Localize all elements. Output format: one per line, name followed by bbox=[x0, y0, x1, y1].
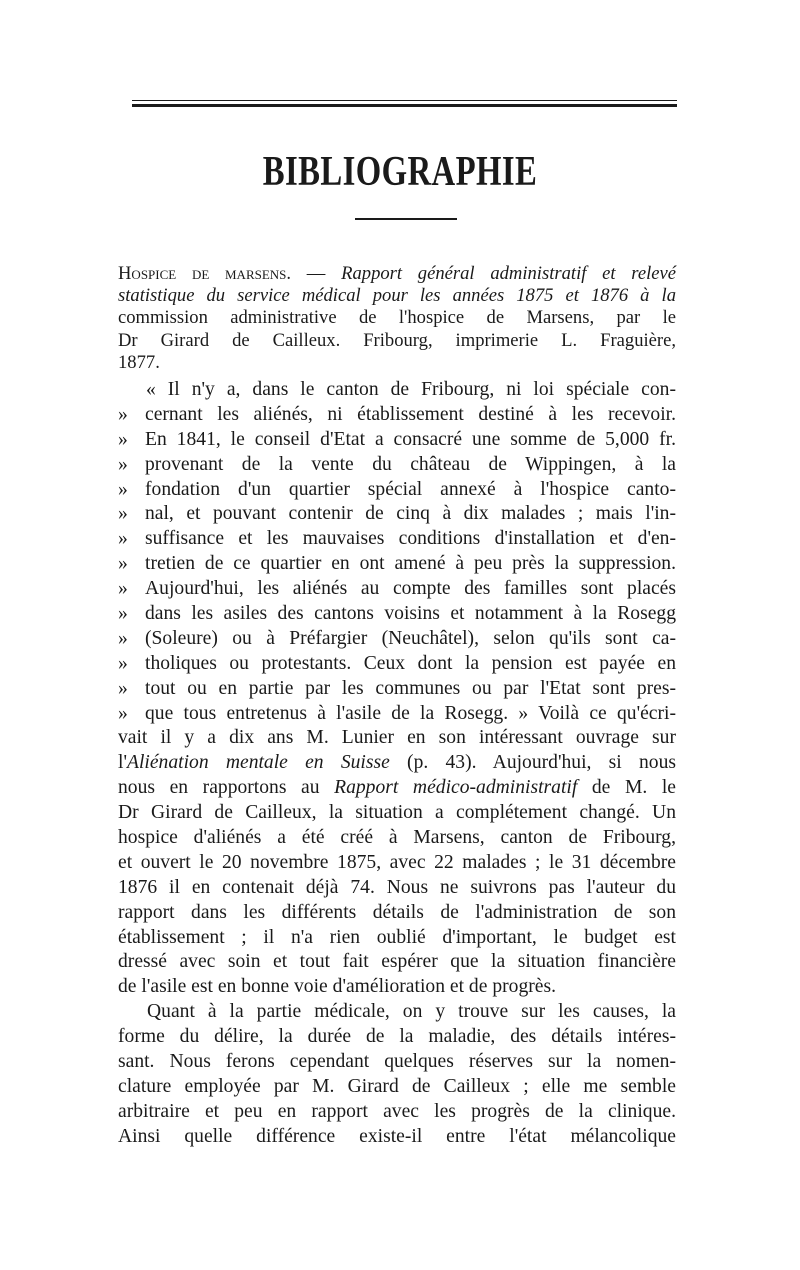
page-title: BIBLIOGRAPHIE bbox=[262, 149, 538, 195]
body-text bbox=[118, 378, 676, 1150]
title-rule bbox=[355, 218, 457, 220]
quote-mark: » bbox=[118, 428, 128, 450]
body-line: arbitraire et peu en rapport avec les progrès de la clinique. bbox=[118, 1100, 676, 1122]
body-line: et ouvert le 20 novembre 1875, avec 22 malades ; le 31 décembre bbox=[118, 851, 676, 873]
body-line: 1876 il en contenait déjà 74. Nous ne suivrons pas l'auteur du bbox=[118, 876, 676, 898]
entry-line-3: commission administrative de l'hospice de Marsens, par le bbox=[118, 307, 676, 329]
quote-mark: » bbox=[118, 627, 128, 649]
quote-mark: » bbox=[118, 603, 128, 625]
entry-text: Rapport général administratif et relevé bbox=[341, 263, 676, 284]
header-rule-thick bbox=[132, 104, 677, 107]
quote-line: » tretien de ce quartier en ont amené à peu près la suppression. bbox=[118, 552, 676, 577]
quote-mark: » bbox=[118, 702, 128, 724]
quote-line: » En 1841, le conseil d'Etat a consacré une somme de 5,000 fr. bbox=[118, 428, 676, 453]
quote-line: » fondation d'un quartier spécial annexé à l'hospice canto- bbox=[118, 478, 676, 503]
quote-line: » Aujourd'hui, les aliénés au compte des familles sont placés bbox=[118, 577, 676, 602]
quote-mark: » bbox=[118, 478, 128, 500]
body-line: dressé avec soin et tout fait espérer que la situation financière bbox=[118, 951, 676, 973]
body-line: nous en rapportons au Rapport médico-administratif de M. le bbox=[118, 777, 676, 799]
quote-line: » que tous entretenus à l'asile de la Rosegg. » Voilà ce qu'écri- bbox=[118, 702, 676, 727]
body-line: Dr Girard de Cailleux, la situation a complétement changé. Un bbox=[118, 802, 676, 824]
quote-mark: » bbox=[118, 503, 128, 525]
entry-line-5: 1877. bbox=[118, 351, 160, 373]
body-line: Ainsi quelle différence existe-il entre l'état mélancolique bbox=[118, 1125, 676, 1147]
quote-line: » tout ou en partie par les communes ou par l'Etat sont pres- bbox=[118, 677, 676, 702]
quote-mark: » bbox=[118, 453, 128, 475]
quote-mark: » bbox=[118, 578, 128, 600]
body-line: de l'asile est en bonne voie d'amélioration et de progrès. bbox=[118, 976, 556, 998]
body-line: l'Aliénation mentale en Suisse (p. 43). Aujourd'hui, si nous bbox=[118, 752, 676, 774]
quote-mark: » bbox=[118, 528, 128, 550]
quote-line: » nal, et pouvant contenir de cinq à dix malades ; mais l'in- bbox=[118, 502, 676, 527]
body-line: établissement ; il n'a rien oublié d'important, le budget est bbox=[118, 926, 676, 948]
body-line: sant. Nous ferons cependant quelques réserves sur la nomen- bbox=[118, 1051, 676, 1073]
header-rule-thin bbox=[132, 100, 677, 101]
entry-dash: — bbox=[306, 263, 326, 284]
entry-line-2: statistique du service médical pour les années 1875 et 1876 à la bbox=[118, 285, 676, 307]
quote-mark: » bbox=[118, 652, 128, 674]
quote-line: « Il n'y a, dans le canton de Fribourg, ni loi spéciale con- bbox=[146, 379, 676, 400]
body-line: rapport dans les différents détails de l'administration de son bbox=[118, 901, 676, 923]
entry-lead: Hospice de marsens. bbox=[118, 263, 292, 284]
quote-line: » dans les asiles des cantons voisins et notamment à la Rosegg bbox=[118, 602, 676, 627]
quote-line: » cernant les aliénés, ni établissement destiné à les recevoir. bbox=[118, 403, 676, 428]
body-line: hospice d'aliénés a été créé à Marsens, canton de Fribourg, bbox=[118, 827, 676, 849]
entry-line-1 bbox=[118, 263, 676, 285]
bibliography-entry bbox=[118, 263, 676, 374]
quote-line: » provenant de la vente du château de Wippingen, à la bbox=[118, 453, 676, 478]
body-line: Quant à la partie médicale, on y trouve sur les causes, la bbox=[147, 1001, 676, 1023]
quote-mark: » bbox=[118, 403, 128, 425]
body-line: forme du délire, la durée de la maladie, des détails intéres- bbox=[118, 1026, 676, 1048]
quote-line: » tholiques ou protestants. Ceux dont la pension est payée en bbox=[118, 652, 676, 677]
body-line: clature employée par M. Girard de Cailleux ; elle me semble bbox=[118, 1075, 676, 1097]
body-line: vait il y a dix ans M. Lunier en son intéressant ouvrage sur bbox=[118, 727, 676, 749]
quote-mark: » bbox=[118, 677, 128, 699]
quote-line: » (Soleure) ou à Préfargier (Neuchâtel), selon qu'ils sont ca- bbox=[118, 627, 676, 652]
quote-mark: » bbox=[118, 553, 128, 575]
entry-line-4: Dr Girard de Cailleux. Fribourg, imprimerie L. Fraguière, bbox=[118, 329, 676, 351]
quote-line: » suffisance et les mauvaises conditions d'installation et d'en- bbox=[118, 527, 676, 552]
